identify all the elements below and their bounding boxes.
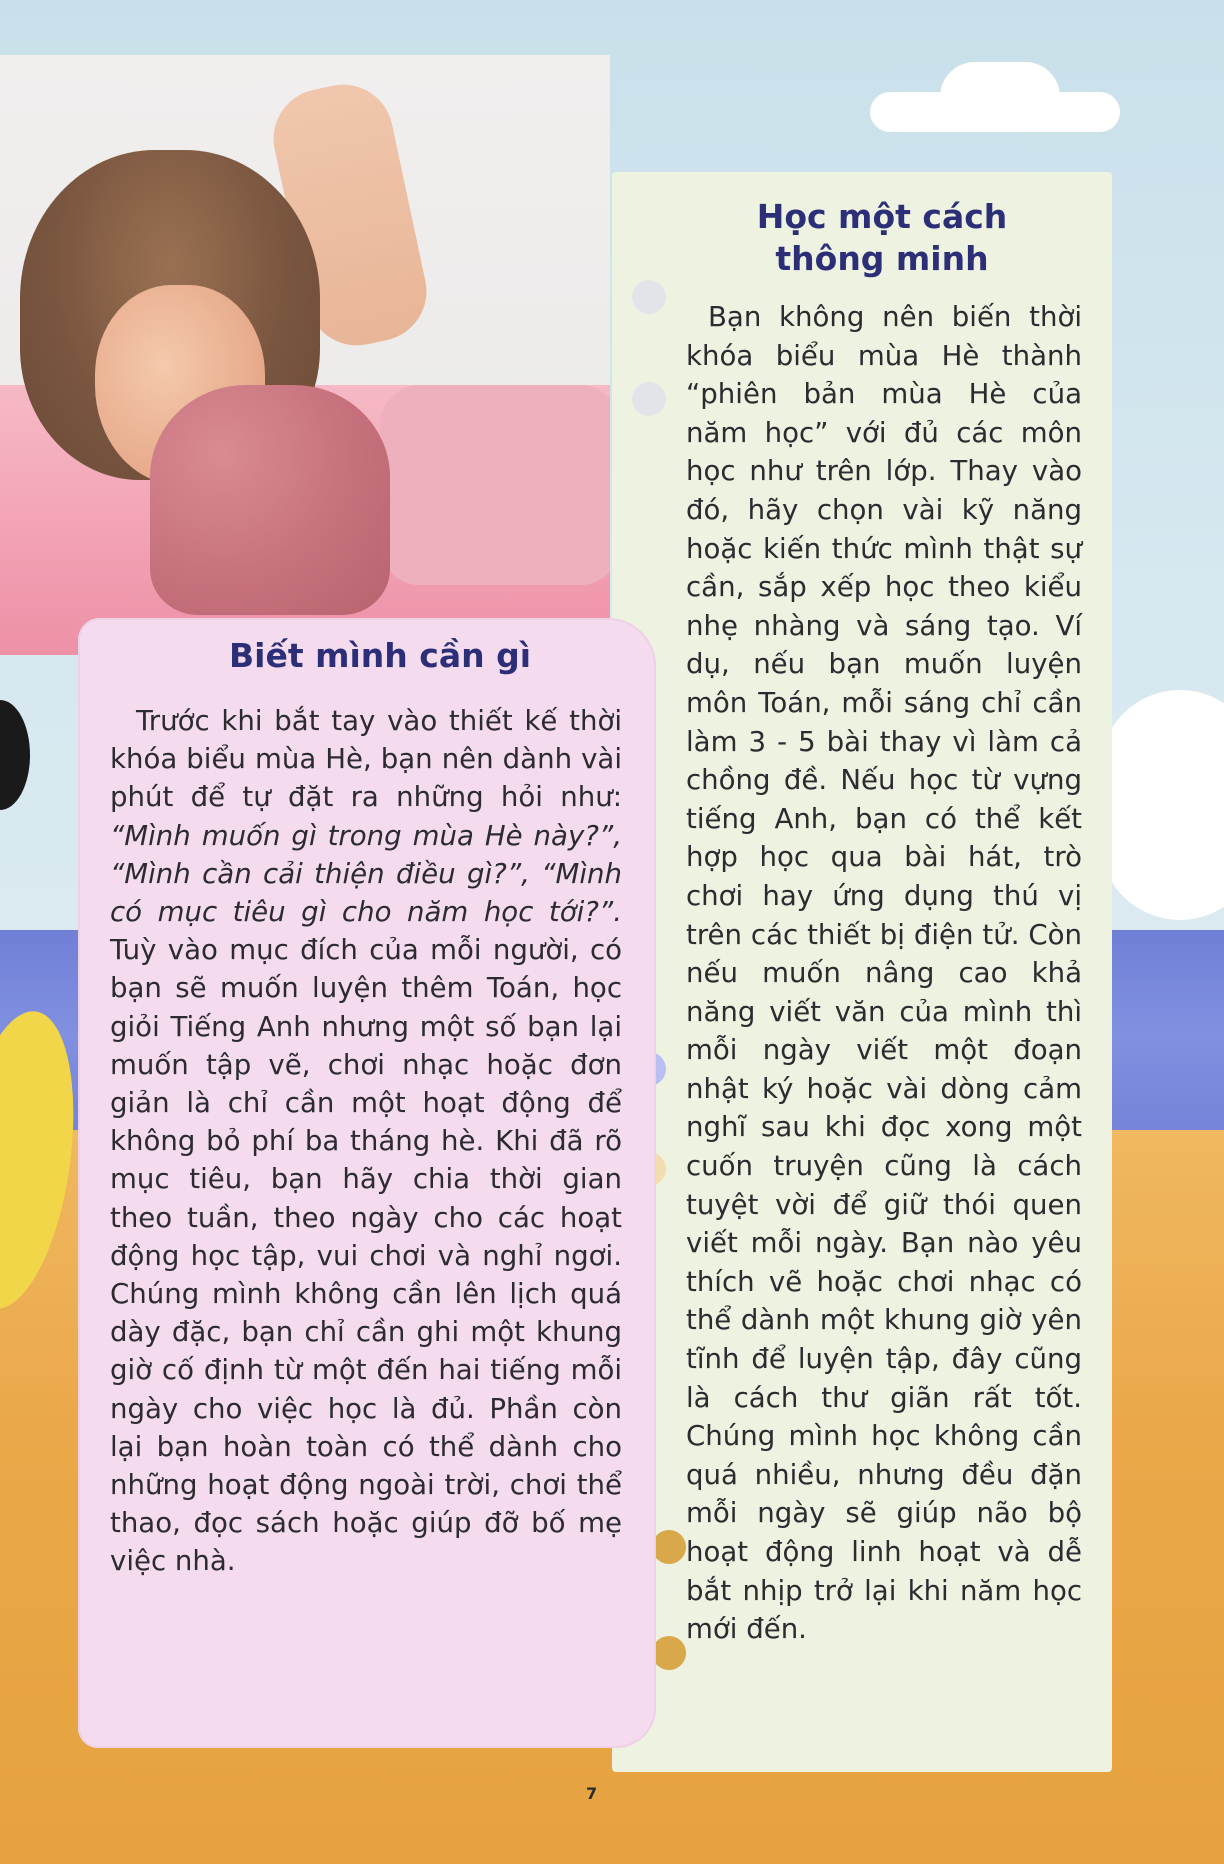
page-number: 7 — [586, 1784, 598, 1803]
binder-hole-dot — [652, 1636, 686, 1670]
cloud-top-right-puff — [940, 62, 1060, 132]
binder-hole-dot — [652, 1530, 686, 1564]
right-section-paragraph: Bạn không nên biến thời khóa biểu mùa Hè thành “phiên bản mùa Hè của năm học” với đủ các môn học như trên lớp. Thay vào đó, hãy chọn vài kỹ năng hoặc kiến thức mình thật sự cần, sắp xếp học theo kiểu nhẹ nhàng và sáng tạo. Ví dụ, nếu bạn muốn luyện môn Toán, mỗi sáng chỉ cần làm 3 - 5 bài thay vì làm cả chồng đề. Nếu học từ vựng tiếng Anh, bạn có thể kết hợp học qua bài hát, trò chơi hay ứng dụng thú vị trên các thiết bị điện tử. Còn nếu muốn nâng cao khả năng viết văn của mình thì mỗi ngày viết một đoạn nhật ký hoặc vài dòng cảm nghĩ sau khi đọc xong một cuốn truyện cũng là cách tuyệt vời để giữ thói quen viết mỗi ngày. Bạn nào yêu thích vẽ hoặc chơi nhạc có thể dành một khung giờ yên tĩnh để luyện tập, đây cũng là cách thư giãn rất tốt. Chúng mình học không cần quá nhiều, nhưng đều đặn mỗi ngày sẽ giúp não bộ hoạt động linh hoạt và dễ bắt nhịp trở lại khi năm học mới đến. — [686, 300, 1082, 1646]
left-paragraph-questions: “Mình muốn gì trong mùa Hè này?”, “Mình cần cải thiện điều gì?”, “Mình có mục tiêu gì cho năm học tới?”. — [110, 818, 622, 929]
right-section-title — [612, 196, 1152, 280]
binder-hole-dot — [632, 280, 666, 314]
left-paragraph-start: Trước khi bắt tay vào thiết kế thời khóa biểu mùa Hè, bạn nên dành vài phút để tự đặt ra những hỏi như: — [110, 704, 622, 814]
photo-dress — [150, 385, 390, 615]
right-title-line-1: Học một cách — [756, 197, 1008, 236]
photo-pillow — [380, 385, 610, 585]
left-section-title: Biết mình cần gì — [228, 636, 532, 675]
left-section-body — [110, 702, 622, 1581]
binder-hole-dot — [632, 382, 666, 416]
right-section-body — [686, 298, 1082, 1649]
right-title-line-2: thông minh — [775, 239, 989, 278]
left-paragraph-rest: Tuỳ vào mục đích của mỗi người, có bạn sẽ muốn luyện thêm Toán, học giỏi Tiếng Anh nhưng một số bạn lại muốn tập vẽ, chơi nhạc hoặc đơn giản là chỉ cần một hoạt động để không bỏ phí ba tháng hè. Khi đã rõ mục tiêu, bạn hãy chia thời gian theo tuần, theo ngày cho các hoạt động học tập, vui chơi và nghỉ ngơi. Chúng mình không cần lên lịch quá dày đặc, bạn chỉ cần ghi một khung giờ cố định từ một đến hai tiếng mỗi ngày cho việc học là đủ. Phần còn lại bạn hoàn toàn có thể dành cho những hoạt động ngoài trời, chơi thể thao, đọc sách hoặc giúp đỡ bố mẹ việc nhà. — [110, 933, 622, 1578]
girl-studying-photo — [0, 55, 610, 655]
cloud-right — [1100, 690, 1224, 920]
